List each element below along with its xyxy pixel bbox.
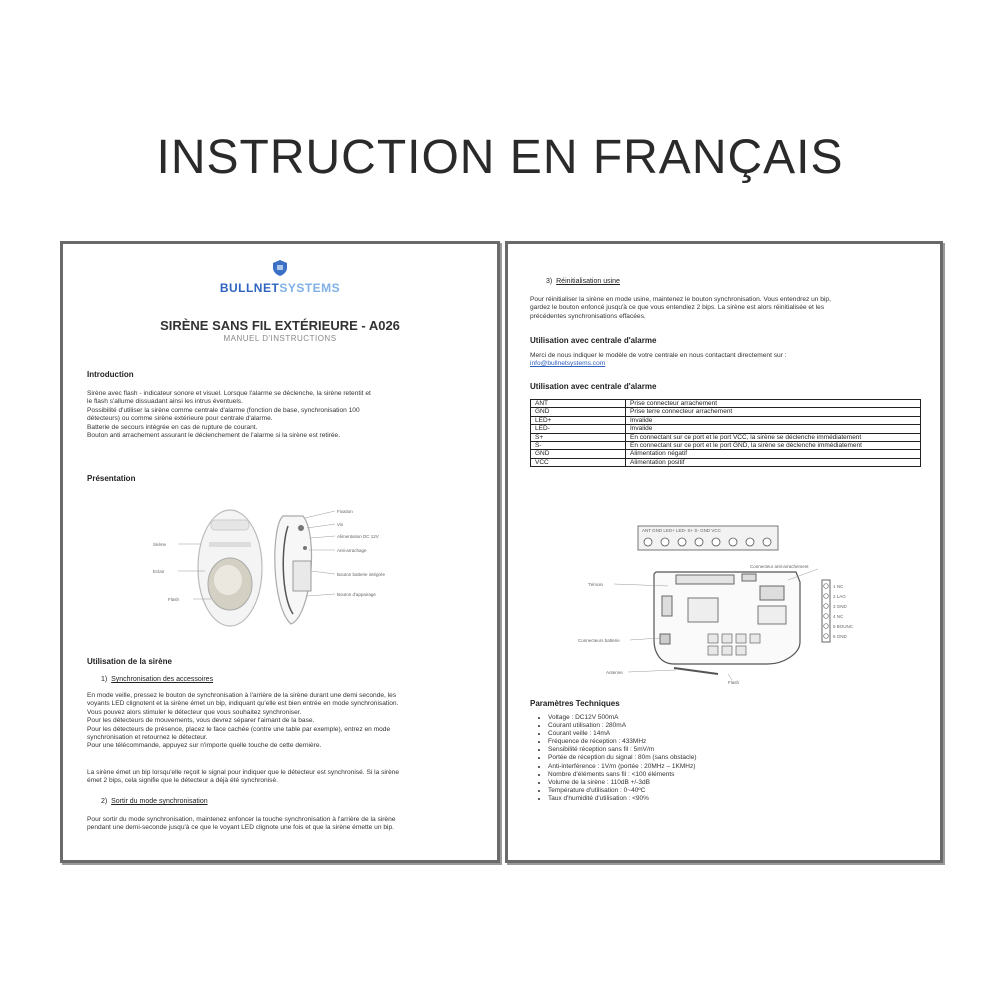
list-item: • Anti-interférence : 1V/m (portée : 20MHz – 1KMHz) (548, 763, 697, 771)
table-row: ANT Prise connecteur arrachement (531, 400, 921, 408)
document-subtitle: MANUEL D'INSTRUCTIONS (223, 334, 337, 343)
central-heading-2: Utilisation avec centrale d'alarme (530, 382, 657, 391)
label-antenne: Antenne (606, 670, 623, 675)
label-sirene: Sirène (153, 542, 167, 547)
intro-text: Sirène avec flash - indicateur sonore et visuel. Lorsque l'alarme se déclenche, la sirène retentit et le flash s'allume dissuadant ainsi les intrus éventuels. Possibilité d'utiliser la sirène comme centrale d'alarme (fonction de base, synchronisation 100 détecteurs) ou comme sirène extérieure pour centrale d'alarme. Batterie de secours intégrée en cas de rupture de courant. Bouton anti arrachement assurant le déclenchement de l'alarme si la sirène est retirée. (87, 390, 371, 440)
list-item: • Courant veille : 14mA (548, 730, 697, 738)
pin-label: 5 BOUNC (833, 624, 854, 629)
label-eclair: Eclair (153, 569, 165, 574)
pin-label: 2 LAG (833, 594, 846, 599)
list-item: • Sensibilité réception sans fil : 5mV/m (548, 746, 697, 754)
central-text: Merci de nous indiquer le modèle de votre centrale en nous contactant directement sur : info@bullnetsystems.com (530, 352, 787, 368)
table-row: LED+ Invalide (531, 416, 921, 424)
table-row: S- En connectant sur ce port et le port GND, la sirène se déclenche immédiatement (531, 442, 921, 450)
terminal-labels: ANT GND LED+ LED- S+ S- GND VCC (642, 528, 721, 533)
list-item: • Température d'utilisation : 0~40ºC (548, 787, 697, 795)
beep-text: La sirène émet un bip lorsqu'elle reçoit le signal pour indiquer que le détecteur est synchronisé. Si la sirène émet 2 bips, cela signifie que le détecteur a déjà été synchronisé. (87, 769, 400, 785)
reset-subheading: 3) Réinitialisation usine (546, 278, 620, 285)
reset-text: Pour réinitialiser la sirène en mode usine, maintenez le bouton synchronisation. Vous entendrez un bip, gardez le bouton enfoncé jusqu'à ce que vous entendiez 2 bips. La sirène est alors réinitialisée et les précédentes synchronisations effacées. (530, 296, 831, 320)
label-temoin: Témoin (588, 582, 604, 587)
siren-diagram (143, 506, 443, 636)
table-row: VCC Alimentation positif (531, 458, 921, 466)
label-flash: Flash (168, 597, 180, 602)
intro-heading: Introduction (87, 370, 134, 379)
usage-heading: Utilisation de la sirène (87, 657, 172, 666)
exit-subheading: 2) Sortir du mode synchronisation (101, 798, 208, 805)
logo-text-bullnet: BULLNET (219, 281, 280, 295)
table-row: GND Prise terre connecteur arrachement (531, 408, 921, 416)
label-bouton-appairage: Bouton d'appairage (337, 592, 376, 597)
list-item: • Voltage : DC12V 500mA (548, 714, 697, 722)
list-item: • Volume de la sirène : 110dB +/-3dB (548, 779, 697, 787)
circuit-board-diagram (578, 524, 878, 684)
connector-table (530, 399, 921, 467)
label-connecteur-anti: Connecteur anti-arrachement (750, 564, 809, 569)
label-fixation: Fixation (337, 509, 353, 514)
label-flash-board: Flash (728, 680, 740, 684)
shield-logo-icon (273, 260, 287, 276)
manual-page-right (505, 241, 943, 863)
pin-label: 1 NC (833, 584, 844, 589)
list-item: • Fréquence de réception : 433MHz (548, 738, 697, 746)
list-item: • Nombre d'éléments sans fil : <100 éléments (548, 771, 697, 779)
central-heading: Utilisation avec centrale d'alarme (530, 336, 657, 345)
list-item: • Portée de réception du signal : 80m (sans obstacle) (548, 754, 697, 762)
label-vis: Vis (337, 522, 344, 527)
tech-params-list (530, 714, 697, 803)
label-bouton-batterie: Bouton batterie intégrée (337, 572, 386, 577)
pin-label: 4 NC (833, 614, 844, 619)
label-alimentation: Alimentation DC 12V (337, 534, 379, 539)
sync-text: En mode veille, pressez le bouton de synchronisation à l'arrière de la sirène durant une demi seconde, les voyants LED clignotent et la sirène émet un bip, indiquant qu'elle est bien entrée en mode synchronisation. Vous pouvez alors stimuler le détecteur que vous souhaitez synchroniser. Pour les détecteurs de mouvements, vous devrez séparer l'aimant de la base. Pour les détecteurs de présence, placez le face cachée (contre une table par exemple), entrez en mode synchronisation et retournez le détecteur. Pour une télécommande, appuyez sur n'importe quelle touche de cette dernière. (87, 692, 399, 750)
pin-label: 3 GND (833, 604, 847, 609)
manual-page-left (60, 241, 500, 863)
exit-text: Pour sortir du mode synchronisation, maintenez enfoncer la touche synchronisation à l'arrière de la sirène pendant une demi-seconde jusqu'à ce que le voyant LED clignote une fois et que la sirène émette un bip. (87, 816, 396, 832)
presentation-heading: Présentation (87, 474, 136, 483)
label-connecteurs-batterie: Connecteurs batterie (578, 638, 620, 643)
list-item: • Taux d'humidité d'utilisation : <90% (548, 795, 697, 803)
page-banner-title: INSTRUCTION EN FRANÇAIS (156, 131, 844, 184)
logo-text-systems: SYSTEMS (279, 281, 341, 295)
document-title: SIRÈNE SANS FIL EXTÉRIEURE - A026 (160, 318, 400, 333)
label-anti-arrachage: Anti-arrachage (337, 548, 367, 553)
table-row: LED- Invalide (531, 425, 921, 433)
support-email-link[interactable]: info@bullnetsystems.com (530, 360, 606, 368)
pin-label: 6 GND (833, 634, 847, 639)
table-row: S+ En connectant sur ce port et le port VCC, la sirène se déclenche immédiatement (531, 433, 921, 441)
table-row: GND Alimentation négatif (531, 450, 921, 458)
params-heading: Paramètres Techniques (530, 699, 620, 708)
sync-subheading: 1) Synchronisation des accessoires (101, 676, 214, 683)
list-item: • Courant utilisation : 280mA (548, 722, 697, 730)
brand-logo (63, 260, 497, 295)
